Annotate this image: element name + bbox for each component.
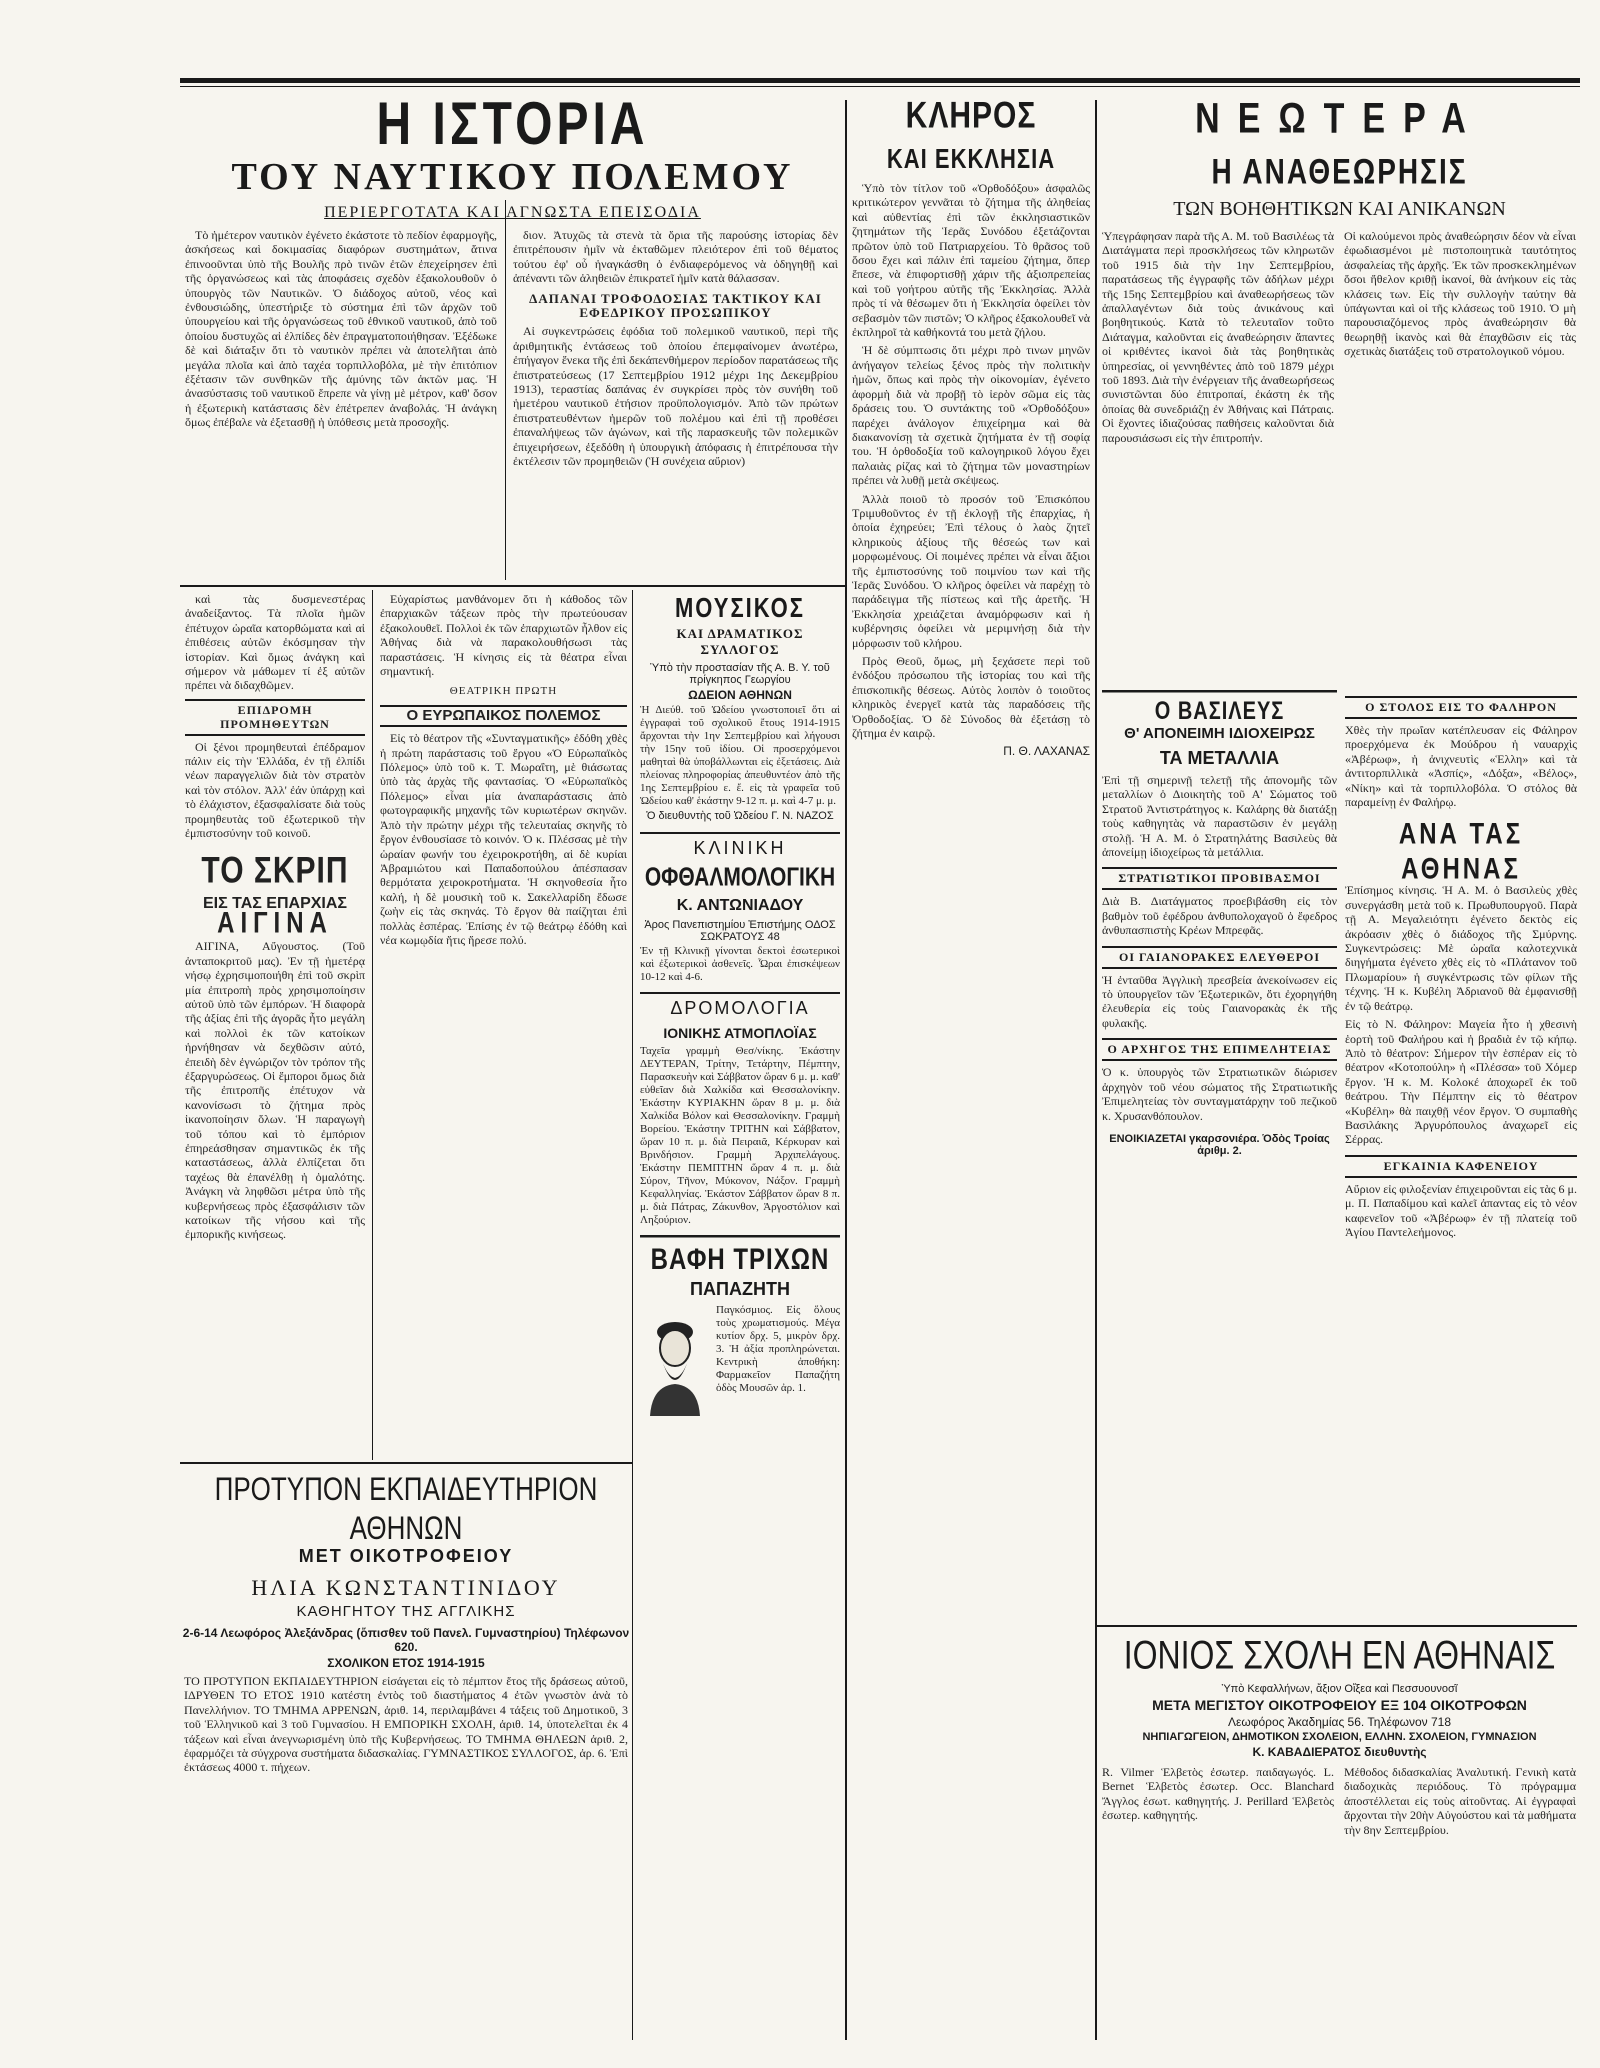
clergy-signature: Π. Θ. ΛΑΧΑΝΑΣ — [1003, 744, 1090, 759]
naval-title: Η ΙΣΤΟΡΙΑ — [376, 95, 649, 158]
athens-headline: ΑΝΑ ΤΑΣ ΑΘΗΝΑΣ — [1398, 817, 1524, 887]
ionian-school-ad — [1102, 1632, 1577, 2037]
clergy-paragraph: Ἡ δὲ σύμπτωσις ὅτι μέχρι πρὸ τινων μηνῶν ἀνήγαγον τελείως ξένος πρὸς τὴν πολιτικὴν ἡμῶν, ὅπως καὶ πρὸς τὴν οἰκονομίαν, ἐγένετο ἀφορμὴ διὰ νὰ προβῇ τὸ ἱερὸν σῶμα εἰς τὰς δράσεις του. Ὁ συντάκτης τοῦ «Ὀρθοδόξου» παρέχει ἀνάλογον ἐπιχείρημα καὶ θὰ διακανονίσῃ τὰ σχετικὰ ζητήματα ἐν τῇ σοφίᾳ του. Ἡ ὀρθοδοξία τοῦ καλογηρικοῦ λόγου ἔχει παλαιὰς ρίζας καὶ τὸ ζήτημα τῶν μοναστηρίων πρέπει νὰ λυθῇ μετὰ σκέψεως. — [852, 343, 1090, 488]
naval-paragraph: Τὸ ἡμέτερον ναυτικὸν ἐγένετο ἐκάστοτε τὸ πεδίον ἐφαρμογῆς, ἀσκήσεως καὶ δοκιμασίας διαφόρων συστημάτων, ἅτινα ἐπινοοῦνται ὑπὸ τῆς Βουλῆς πρὸ τινῶν ἐτῶν ἐπεχείρησεν ἐπὶ τῆς ὀργανώσεως καὶ τὰς ἀποφάσεις σχεδὸν ἐξακολουθοῦν ὁ ὑπουργὸς τῶν Ναυτικῶν. Ὁ διάδοχος αὐτοῦ, νέος καὶ ἐνθουσιώδης, ὑπεστήριξε τὸ σύστημα ἐπὶ τῶν ἀρχῶν τοῦ ὑπουργείου καὶ τῆς ὀργανώσεως τοῦ ἐθνικοῦ ναυτικοῦ, ἀπὸ τοῦ ὁποίου δυστυχῶς αἱ ἐλπίδες δὲν ἐπραγματοποιήθησαν. Ἐξέδωκε δὲ καὶ διάταξιν ὅτι τὸ ναυτικὸν πρέπει νὰ ἀποτελῆται ἀπὸ μεγάλα πλοῖα καὶ ἀπὸ ταχέα τορπιλλοβόλα, μὲ τὴν ἐπιτόπιον ἐξέτασιν τῶν συνθηκῶν τῆς ἀμύνης τῶν ἀκτῶν μας. Ἡ ἀνασύστασις τοῦ ναυτικοῦ ἔπρεπε νὰ γίνῃ μὲ μέτρον, καθ' ὅσον ἡ ἐξωτερικὴ κατάστασις δὲν ἐπέτρεπεν ἀναβολάς. Ἡ ἀνάγκη ὅμως ἐπέβαλε νὰ ἐξετασθῇ ἡ ὑπόθεσις μετὰ προσοχῆς. — [185, 228, 497, 430]
review-text-col1: Ὑπεγράφησαν παρὰ τῆς Α. Μ. τοῦ Βασιλέως τὰ Διατάγματα περὶ προσκλήσεως τῶν κληρωτῶν τοῦ 1915 διὰ τὴν 1ην Σεπτεμβρίου, παρατάσεως τῆς ἐγγραφῆς τῶν ἀδήλων μέχρι τῆς 15ης Σεπτεμβρίου καὶ ἀναθεωρήσεως τῶν ἀπαλλαγέντων διὰ τοὺς ἀνικάνους καὶ βοηθητικούς. Κατὰ τὸ τελευταῖον τοῦτο Διάταγμα, καλοῦνται εἰς ἀναθεώρησιν ἅπαντες οἱ κριθέντες ἱκανοὶ διὰ τὰς βοηθητικὰς ὑπηρεσίας, οἱ γεννηθέντες ἀπὸ τοῦ 1879 μέχρι τοῦ 1893. Διὰ τὴν ἐνέργειαν τῆς ἀναθεωρήσεως συνιστῶνται δύο ἐπιτροπαί, ἐκάστη ἐκ τῆς ὁποίας θὰ συνεδριάζῃ ἐν Ἀθήναις καὶ Πάτραις. Οἱ ἔχοντες ἰδιαζούσας παθήσεις καλοῦνται διὰ παρουσιάσωσι εἰς τὴν ἐπιτροπήν. — [1102, 229, 1334, 445]
ionian-line-2: ΜΕΤΑ ΜΕΓΙΣΤΟΥ ΟΙΚΟΤΡΟΦΕΙΟΥ ΕΞ 104 ΟΙΚΟΤΡΟΦΩΝ — [1152, 1697, 1527, 1713]
masthead-rule-thin — [180, 86, 1580, 87]
middle-column — [640, 592, 840, 2037]
school-year: ΣΧΟΛΙΚΟΝ ΕΤΟΣ 1914-1915 — [327, 1656, 485, 1670]
clinic-address: Ἀρος Πανεπιστημίου Ἐπιστήμης ΟΔΟΣ ΣΩΚΡΑΤΟΥΣ 48 — [644, 919, 836, 943]
school-owner-subtitle: ΚΑΘΗΓΗΤΟΥ ΤΗΣ ΑΓΓΛΙΚΗΣ — [296, 1603, 516, 1620]
naval-continuation: καὶ τὰς δυσμενεστέρας ἀναδείξαντος. Τὰ πλοῖα ἡμῶν ἐπέτυχον ὡραῖα κατορθώματα καὶ αἱ ἐπιθέσεις αὐτῶν ἐκόσμησαν τὴν ἱστορίαν. Καὶ ὅμως ἀνάγκη καὶ σήμερον νὰ μάθωμεν τί ἐξ αὐτῶν πρέπει νὰ διδαχθῶμεν. — [185, 592, 365, 693]
clergy-paragraph: Ὑπὸ τὸν τίτλον τοῦ «Ὀρθοδόξου» ἀσφαλῶς κριτικώτερον γεννᾶται τὸ ζήτημα τῆς ἀληθείας καὶ αὐθεντίας ἐπὶ τῶν ἐκκλησιαστικῶν ζητημάτων τῆς Ἱερᾶς Συνόδου ἐξετάζονται πρῶτον ὑπὸ τοῦ Πατριαρχείου. Τὸ θρᾶσος τοῦ ὅσου ἔχει καὶ πάλιν ἐπὶ ταμείου ζήτημα, ὅπερ ἔπεσε, νὰ ἐπιφορτισθῇ χάριν τῆς ἀξιοπρεπείας καὶ τοῦ γοήτρου αὐτῆς τῆς Ἐκκλησίας. Ἀλλὰ πρὸς τί νὰ θέσωμεν ὅτι ἡ Ἐκκλησία ὀφείλει τὸν σεβασμὸν τῶν πιστῶν; Ὁ κλῆρος ἐξακολουθεῖ νὰ ἐκπληροῖ τὰ καθήκοντά του μετὰ ζήλου. — [852, 181, 1090, 340]
clergy-paragraph: Πρὸς Θεοῦ, ὅμως, μὴ ξεχάσετε περὶ τοῦ ἐνδόξου πρόσωπου τῆς ἱστορίας του καὶ τῆς ἐπισκοπικῆς θέσεως. Αὐτὸς λοιπὸν ὁ τοιοῦτος κληρικὸς ἐνεργεῖ κατὰ τὰς παραδόσεις τῆς Ὀρθοδοξίας. Ὁ δὲ Σύνοδος θὰ ἐξετάσῃ τὸ ζήτημα ἐν καιρῷ. — [852, 654, 1090, 741]
fleet-text: Χθὲς τὴν πρωΐαν κατέπλευσαν εἰς Φάληρον προερχόμενα ἐκ Μούδρου ἡ ναυαρχὶς «Ἀβέρωφ», ἡ ἀνιχνευτὶς «Ἑλλη» καὶ τὰ ἀντιτορπιλλικὰ «Ἀσπίς», «Δόξα», «Βέλος», «Νίκη» καὶ τὰ τορπιλλοβόλα. Ὁ στόλος θὰ παραμείνῃ ἐν Φαλήρῳ. — [1345, 723, 1577, 810]
police-headline: Ο ΑΡΧΗΓΟΣ ΤΗΣ ΕΠΙΜΕΛΗΤΕΙΑΣ — [1102, 1038, 1337, 1061]
column-divider — [372, 590, 373, 1460]
masthead-rule — [180, 78, 1580, 83]
school-text: ΤΟ ΠΡΟΤΥΠΟΝ ΕΚΠΑΙΔΕΥΤΗΡΙΟΝ εἰσάγεται εἰς τὸ πέμπτον ἔτος τῆς δράσεως αὐτοῦ, ΙΔΡΥΘΕΝ ΤΟ ΕΤΟΣ 1910 κατέστη ἐντὸς τοῦ διαστήματος 4 ἐτῶν γνωστὸν ἀνὰ τὸ Πανελλήνιον. ΤΟ ΤΜΗΜΑ ΑΡΡΕΝΩΝ, ἀριθ. 14, περιλαμβάνει 4 τάξεις τοῦ Δημοτικοῦ, 3 τοῦ Ἑλληνικοῦ καὶ 3 τοῦ Γυμνασίου. Η ΕΜΠΟΡΙΚΗ ΣΧΟΛΗ, ἀριθ. 14, ὑποτελεῖται ἐκ 4 τάξεων καὶ εἶναι ἀνεγνωρισμένη ὑπὸ τῆς Κυβερνήσεως. ΤΟ ΤΜΗΜΑ ΘΗΛΕΩΝ ἀριθ. 2, ἐφαρμόζει τὰ σύγχρονα συστήματα διδασκαλίας. ΓΥΜΝΑΣΤΙΚΟΣ ΣΥΛΛΟΓΟΣ, ἀρ. 6. Ἐπὶ ἐκτάσεως 4000 τ. πήχεων. — [184, 1674, 628, 1775]
school-ad — [180, 1470, 632, 2040]
war-headline: Ο ΕΥΡΩΠΑΙΚΟΣ ΠΟΛΕΜΟΣ — [380, 705, 627, 727]
army-headline: ΣΤΡΑΤΙΩΤΙΚΟΙ ΠΡΟΒΙΒΑΣΜΟΙ — [1102, 867, 1337, 890]
music-subheadline: ΚΑΙ ΔΡΑΜΑΤΙΚΟΣ ΣΥΛΛΟΓΟΣ — [676, 626, 804, 657]
scrip-headline: ΤΟ ΣΚΡΙΠ — [201, 849, 349, 891]
naval-kicker: ΠΕΡΙΕΡΓΟΤΑΤΑ ΚΑΙ ΑΓΝΩΣΤΑ ΕΠΕΙΣΟΔΙΑ — [324, 204, 701, 221]
war-paragraph: Εἰς τὸ θέατρον τῆς «Συνταγματικῆς» ἐδόθη χθὲς ἡ πρώτη παράστασις τοῦ ἔργου «Ὁ Εὐρωπαϊκὸς Πόλεμος» ὑπὸ τοῦ κ. Τ. Μωραΐτη, μὲ θιάσωτας ὑπὸ τὰς ἀρχὰς τῆς φαντασίας. Ὁ «Εὐρωπαϊκὸς Πόλεμος» εἶναι μία ἀναπαράστασις ἀπὸ φωτογραφικῆς μηχανῆς τῶν κυριωτέρων σκηνῶν. Ἀπὸ τὴν πρώτην μέχρι τῆς τελευταίας σκηνῆς τὸ ἔργον ἐνθουσίασε τὸ κοινόν. Ὁ κ. Πλέσσας μὲ τὴν ὡραίαν φωνήν του ἐχειροκροτήθη, αἱ δὲ κυρίαι Ἀβραμιώτου καὶ Παπαδοπούλου ἀπέσπασαν θερμότατα χειροκροτήματα. Ἡ σκηνοθεσία ἦτο καλή, ἡ δὲ μουσικὴ τοῦ κ. Σακελλαρίδη ἔδωσε ζωὴν εἰς τὰς σκηνάς. Τὸ ἔργον θὰ παίζηται ἐπὶ πολλὰς ἑσπέρας. Ἐπίσης ἐν τῷ θεάτρῳ ἐδόθη καὶ νέα κωμῳδία ἥτις ἤρεσε πολύ. — [380, 731, 627, 947]
cafe-text: Αὔριον εἰς φιλοξενίαν ἐπιχειροῦνται εἰς τὰς 6 μ. μ. Π. Παπαδίμου καὶ καλεῖ ἀπαντας εἰς τὸ νέον καφενεῖον τοῦ «Ἀβέρωφ» ἐν τῇ πλατείᾳ τοῦ Ἁγίου Παντελεήμονος. — [1345, 1181, 1577, 1239]
naval-column-1 — [185, 228, 497, 580]
column-divider — [845, 100, 847, 2040]
athens-text-2: Εἰς τὸ Ν. Φάληρον: Μαγεία ἦτο ἡ χθεσινὴ ἑορτὴ τοῦ Φαλήρου καὶ ἡ βραδιὰ ἐν τῷ κήπῳ. Ἀπὸ τὸ θέατρον: Σήμερον τὴν ἑσπέραν εἰς τὸ θέατρον «Κοτοπούλη» ἡ «Πλέσσα» τοῦ Χόμερ ἔργον. Ἡ κ. Μ. Κολοκέ ἀποχωρεῖ ἐκ τοῦ θεάτρου. Τὴν Πέμπτην εἰς τὸ θέατρον «Κυβέλη» θὰ παιχθῇ νέον ἔργον. Ὁ συμπαθὴς Βασιλάκης Ἀργυρόπουλος ἀναχωρεῖ εἰς Σέρρας. — [1345, 1017, 1577, 1147]
naval-headline-block — [180, 95, 845, 205]
police-text: Ὁ κ. ὑπουργὸς τῶν Στρατιωτικῶν διώρισεν ἀρχηγὸν τοῦ νέου σώματος τῆς Στρατιωτικῆς Ἐπιμελητείας τὸν συνταγματάρχην τοῦ πεζικοῦ κ. Χρυσανθόπουλον. — [1102, 1065, 1337, 1123]
ionian-line-4: ΝΗΠΙΑΓΩΓΕΙΟΝ, ΔΗΜΟΤΙΚΟΝ ΣΧΟΛΕΙΟΝ, ΕΛΛΗΝ. ΣΧΟΛΕΙΟΝ, ΓΥΜΝΑΣΙΟΝ — [1142, 1731, 1537, 1743]
ionian-headline: ΙΟΝΙΟΣ ΣΧΟΛΗ ΕΝ ΑΘΗΝΑΙΣ — [1123, 1632, 1556, 1677]
naval-kicker-block — [180, 200, 845, 226]
school-title: ΠΡΟΤΥΠΟΝ ΕΚΠΑΙΔΕΥΤΗΡΙΟΝ ΑΘΗΝΩΝ — [214, 1470, 598, 1547]
left-lower-column — [185, 592, 365, 1457]
music-headline: ΜΟΥΣΙΚΟΣ — [674, 592, 805, 624]
review-subheadline: ΤΩΝ ΒΟΗΘΗΤΙΚΩΝ ΚΑΙ ΑΝΙΚΑΝΩΝ — [1173, 198, 1506, 220]
news-headline: ΝΕΩΤΕΡΑ — [1195, 95, 1484, 143]
school-address: 2-6-14 Λεωφόρος Ἀλεξάνδρας (ὄπισθεν τοῦ Πανελ. Γυμναστηρίου) Τηλέφωνον 620. — [182, 1626, 630, 1654]
king-subheadline: Θ' ΑΠΟΝΕΙΜΗ ΙΔΙΟΧΕΙΡΩΣ — [1124, 725, 1315, 742]
news-lower-right — [1345, 690, 1577, 1620]
clergy-subheadline: ΚΑΙ ΕΚΚΛΗΣΙΑ — [886, 143, 1056, 175]
news-lower-left — [1102, 690, 1337, 1620]
naval-subhead: ΔΑΠΑΝΑΙ ΤΡΟΦΟΔΟΣΙΑΣ ΤΑΚΤΙΚΟΥ ΚΑΙ ΕΦΕΔΡΙΚΟΥ ΠΡΟΣΩΠΙΚΟΥ — [529, 290, 822, 321]
ionian-line-1: Ὑπὸ Κεφαλλήνων, ἄξιον Οἴξεα καὶ Πεσσυουνοσῖ — [1221, 1683, 1458, 1695]
naval-paragraph: Αἱ συγκεντρώσεις ἐφόδια τοῦ πολεμικοῦ ναυτικοῦ, περὶ τῆς ἀριθμητικῆς ἐντάσεως τοῦ ὁποίου ἐπεμφαίνομεν ἀνωτέρω, ἐπήγαγον ἕνεκα τῆς ἐπὶ δεκάπενθήμερον περίοδον παρατάσεως τῆς ἐπιστρατεύσεως (17 Σεπτεμβρίου 1912 μέχρι 1ης Δεκεμβρίου 1913), τεραστίας δαπάνας ἐν συγκρίσει πρὸς τὸν συνήθη τοῦ ἡμετέρου ναυτικοῦ ἐτήσιον προϋπολογισμόν. Ἀπὸ τῶν πρώτων ἐπιστρατευθέντων ἡμερῶν τοῦ πολέμου καὶ ἐπὶ τῇ προθέσει ἐπαναλήψεως τῶν ἀγώνων, καὶ τῆς παρασκευῆς τῶν πολεμικῶν ἐπιχειρήσεων, ἐξεδόθη ἡ ὑπουργικὴ ἀπόφασις ἡ ἐπιτρέπουσα τὴν ἐκτέλεσιν τῶν προμηθειῶν (Ἡ συνέχεια αὔριον) — [513, 324, 838, 469]
hair-text: Παγκόσμιος. Εἰς ὅλους τοὺς χρωματισμούς. Μέγα κυτίον δρχ. 5, μικρὸν δρχ. 3. Ἡ ἀξία προπληρώνεται. Κεντρικὴ ἀποθήκη: Φαρμακεῖον Παπαζήτη ὁδὸς Μουσῶν ἀρ. 1. — [716, 1304, 840, 1394]
column-divider — [632, 590, 633, 2040]
king-text: Ἐπὶ τῇ σημερινῇ τελετῇ τῆς ἀπονομῆς τῶν μεταλλίων ὁ Διοικητὴς τοῦ Α' Σώματος τοῦ Στρατοῦ Ἀντιστράτηγος κ. Καλάρης θὰ διατάξῃ τοὺς καθηγητὰς νὰ παραστῶσιν ἐν μεγάλῃ στολῇ. Ἡ Α. Μ. ὁ Στρατηλάτης Βασιλεὺς θὰ ἀπονείμῃ ἰδιοχείρως τὰ μετάλλια. — [1102, 773, 1337, 860]
portrait-illustration — [640, 1306, 710, 1416]
ionian-method: Μέθοδος διδασκαλίας Ἀναλυτική. Γενικὴ κατὰ διαδοχικὰς περιόδους. Τὸ πρόγραμμα ἀποστέλλεται εἰς τοὺς αἰτοῦντας. Αἱ ἐγγραφαὶ ἄρχονται τὴν 20ὴν Αὐγούστου καὶ τὰ μαθήματα τὴν 8ην Σεπτεμβρίου. — [1344, 1765, 1576, 1837]
review-text-col2: Οἱ καλούμενοι πρὸς ἀναθεώρησιν δέον νὰ εἶναι ἐφωδιασμένοι μὲ πιστοποιητικὰ ταυτότητος ἀσφαλείας τῆς ἀρχῆς. Ἐκ τῶν προσκεκλημένων ὅσοι ἤθελον κριθῇ ἱκανοί, θὰ ἀνήκουν εἰς τὰς κλάσεις των. Εἰς τὴν συλλογὴν ταύτην θὰ ὑπάγωνται καὶ οἱ τῆς κλάσεως τοῦ 1910. Ὁ μὴ παρουσιαζόμενος πρὸς ἀναθεώρησιν θὰ θεωρηθῇ ἱκανὸς καὶ θὰ ἐπαχθῶσιν εἰς τὰς σχετικὰς διατάξεις τοῦ στρατολογικοῦ νόμου. — [1344, 229, 1576, 359]
army-text: Διὰ Β. Διατάγματος προεβιβάσθη εἰς τὸν βαθμὸν τοῦ ἐφέδρου ἀνθυπολοχαγοῦ ὁ ἔφεδρος ἀνθυπασπιστὴς Κρέων Μπρεφᾶς. — [1102, 894, 1337, 938]
music-patron: Ὑπὸ τὴν προστασίαν τῆς Α. Β. Υ. τοῦ πρίγκηπος Γεωργίου — [650, 662, 830, 686]
hair-headline: ΒΑΦΗ ΤΡΙΧΩΝ — [640, 1235, 840, 1278]
galanorakes-text: Ἡ ἐνταῦθα Ἀγγλικὴ πρεσβεία ἀνεκοίνωσεν εἰς τὸ ὑπουργεῖον τῶν Ἐξωτερικῶν, ὅτι ἐχορηγήθη ἐλευθερία εἰς τοὺς Γαιανορακὰς ἐκ τῆς φυλακῆς. — [1102, 972, 1337, 1030]
clinic-headline: ΚΛΙΝΙΚΗ — [640, 832, 840, 859]
hair-subheadline: ΠΑΠΑΖΗΤΗ — [690, 1279, 790, 1299]
galanorakes-headline: ΟΙ ΓΑΙΑΝΟΡΑΚΕΣ ΕΛΕΥΘΕΡΟΙ — [1102, 946, 1337, 969]
king-headline: Ο ΒΑΣΙΛΕΥΣ — [1102, 690, 1337, 726]
review-headline: Η ΑΝΑΘΕΩΡΗΣΙΣ — [1211, 152, 1468, 191]
athens-text: Ἐπίσημος κίνησις. Ἡ Α. Μ. ὁ Βασιλεὺς χθὲς συνεργάσθη μετὰ τοῦ κ. Πρωθυπουργοῦ. Παρὰ τῇ Α. Μεγαλειότητι ἐγένετο δεκτὸς εἰς ἀκρόασιν χθὲς ὁ διάδοχος τῆς Σμύρνης. Συγκεντρώσεις: Μὲ ὡραῖα καλοτεχνικὰ διηγήματα ἐγένετο χθὲς εἰς τὸ «Πλάτανον τοῦ Πλωμαρίου» ἡ συγκέντρωσις τῶν φίλων τῆς τέχνης. Ἡ κ. Κυβέλη Ἀδριανοῦ θὰ ἐμφανισθῇ ἐν τῷ θεάτρῳ. — [1345, 883, 1577, 1013]
naval-column-2 — [513, 228, 838, 580]
raid-headline: ΕΠΙΔΡΟΜΗ ΠΡΟΜΗΘΕΥΤΩΝ — [185, 699, 365, 736]
clergy-column — [852, 95, 1090, 2035]
ionian-teachers: R. Vilmer Ἑλβετὸς ἐσωτερ. παιδαγωγός. L. Bernet Ἑλβετὸς ἐσωτερ. Occ. Blanchard Ἄγγλος ἐσωτ. καθηγητής. J. Perillard Ἑλβετὸς ἐσωτερ. καθηγητής. — [1102, 1765, 1334, 1823]
ships-subheadline: ΙΟΝΙΚΗΣ ΑΤΜΟΠΛΟΪΑΣ — [663, 1025, 817, 1041]
music-signature: Ὁ διευθυντὴς τοῦ Ὠδείου Γ. Ν. ΝΑΖΟΣ — [646, 810, 834, 822]
music-odeion: ΩΔΕΙΟΝ ΑΘΗΝΩΝ — [688, 688, 792, 702]
king-subheadline-2: ΤΑ ΜΕΤΑΛΛΙΑ — [1159, 748, 1280, 768]
fleet-headline: Ο ΣΤΟΛΟΣ ΕΙΣ ΤΟ ΦΑΛΗΡΟΝ — [1345, 696, 1577, 719]
column-divider — [1095, 100, 1097, 2040]
school-subtitle: ΜΕΤ ΟΙΚΟΤΡΟΦΕΙΟΥ — [298, 1546, 514, 1566]
news-top — [1102, 95, 1577, 715]
section-divider — [180, 585, 845, 587]
ships-text: Ταχεῖα γραμμὴ Θεσ/νίκης. Ἑκάστην ΔΕΥΤΕΡΑΝ, Τρίτην, Τετάρτην, Πέμπτην, Παρασκευὴν καὶ Σάββατον ὥραν 6 μ. μ. καθ' εὐθεῖαν διὰ Χαλκίδα καὶ Θεσσαλονίκην. Ἑκάστην ΚΥΡΙΑΚΗΝ ὥραν 8 μ. μ. διὰ Χαλκίδα Βόλον καὶ Θεσσαλονίκην. Γραμμὴ Βορείου. Ἑκάστην ΤΡΙΤΗΝ καὶ Σάββατον, ὥραν 10 π. μ. διὰ Πειραιᾶ, Κέρκυραν καὶ Βρινδήσιον. Γραμμὴ Ἀρχιπελάγους. Ἑκάστην ΠΕΜΠΤΗΝ ὥραν 4 π. μ. διὰ Σύρον, Τῆνον, Μύκονον, Νάξον. Γραμμὴ Κεφαλληνίας. Ἑκάστον Σάββατον ὥραν 8 π. μ. διὰ Πάτρας, Ζάκυνθον, Ἀργοστόλιον καὶ Ληξούριον. — [640, 1045, 840, 1226]
clinic-text: Ἐν τῇ Κλινικῇ γίνονται δεκτοὶ ἐσωτερικοὶ καὶ ἐξωτερικοὶ ἀσθενεῖς. Ὧραι ἐπισκέψεων 10-12 καὶ 4-6. — [640, 945, 840, 983]
naval-subtitle: ΤΟΥ ΝΑΥΤΙΚΟΥ ΠΟΛΕΜΟΥ — [231, 156, 794, 198]
naval-paragraph: διον. Ἀτυχῶς τὰ στενὰ τὰ ὅρια τῆς παρούσης ἱστορίας δὲν ἐπιτρέπουσιν ἡμῖν νὰ ἐκταθῶμεν πλειότερον ἐπὶ τοῦ θέματος τούτου ἐφ' οὗ ἠναγκάσθη ὁ ἐνδιαφερόμενος νὰ ὁδηγηθῇ καὶ ἀπέναντι τῶν ἀληθειῶν ἐπικρατεῖ ἡμῖν κατὰ θάλασσαν. — [513, 228, 838, 286]
scrip-subheadline: ΕΙΣ ΤΑΣ ΕΠΑΡΧΙΑΣ — [202, 894, 348, 912]
aegina-paragraph: ΑΙΓΙΝΑ, Αὔγουστος. (Τοῦ ἀνταποκριτοῦ μας). Ἐν τῇ ἡμετέρᾳ νήσῳ ἐχρησιμοποιήθη ἐπὶ τοῦ σκρὶπ μία ἐπιτροπὴ πρὸς χρησιμοποίησιν αὐτοῦ ὑπὸ τῶν ἐμπόρων. Ἡ διαφορὰ τῆς ἀξίας ἐπὶ τῆς ἀγορᾶς ἦτο μεγάλη καὶ πολλοὶ ἐκ τῶν κατοίκων ἠρνήθησαν νὰ δεχθῶσιν αὐτό, ἐπειδὴ δὲν ἐγνώριζον τὸν τρόπον τῆς ἐξαργυρώσεως. Οἱ ἔμποροι ὅμως διὰ τῆς ἐπιτροπῆς ἐπέτυχον νὰ κανονίσωσι τὸ ζήτημα πρὸς ἱκανοποίησιν ὅλων. Ἡ παραγωγὴ τοῦ τόπου καὶ τὸ ἐμπόριον ἐπηρεάσθησαν σημαντικῶς ἐκ τῆς καταστάσεως, ἀλλὰ ἐλπίζεται ὅτι ταχέως θὰ ἐπανέλθῃ ἡ ὁμαλότης. Ἀνάγκη νὰ ληφθῶσι μέτρα ὑπὸ τῆς κυβερνήσεως πρὸς ἐξασφάλισιν τῶν κατοίκων τῆς νήσου καὶ τῆς ἐμπορικῆς κινήσεως. — [185, 939, 365, 1242]
ionian-line-5: Κ. ΚΑΒΑΔΙΕΡΑΤΟΣ διευθυντὴς — [1252, 1745, 1427, 1759]
clinic-subheadline: ΟΦΘΑΛΜΟΛΟΓΙΚΗ — [644, 863, 836, 892]
ionian-line-3: Λεωφόρος Ἀκαδημίας 56. Τηλέφωνον 718 — [1227, 1715, 1452, 1729]
section-divider — [1097, 1625, 1577, 1627]
theatre-headline: ΘΕΑΤΡΙΚΗ ΠΡΩΤΗ — [449, 685, 558, 698]
clergy-text — [852, 181, 1090, 740]
music-text: Ἡ Διεύθ. τοῦ Ὠδείου γνωστοποιεῖ ὅτι αἱ ἐγγραφαὶ τοῦ σχολικοῦ ἔτους 1914-1915 ἄρχονται τὴν 1ην Σεπτεμβρίου καὶ λήγουσι τὴν 15ην τοῦ ἰδίου. Οἱ προσερχόμενοι μαθηταὶ θὰ ὑποβάλλωνται εἰς ἐξετάσεις. Διὰ πλείονας πληροφορίας ἀπευθυντέον ἀπὸ τῆς 1ης Σεπτεμβρίου ε. ἔ. εἰς τὰ γραφεῖα τοῦ Ὠδείου καθ' ἑκάστην 9-12 π. μ. καὶ 4-7 μ. μ. — [640, 704, 840, 807]
middle-left-column — [380, 592, 627, 1457]
clinic-doctor: Κ. ΑΝΤΩΝΙΑΔΟΥ — [676, 897, 804, 914]
raid-paragraph: Οἱ ξένοι προμηθευταὶ ἐπέδραμον πάλιν εἰς τὴν Ἑλλάδα, ἐν τῇ ἐλπίδι νέων παραγγελιῶν διὰ τὸν στρατὸν καὶ τὸν στόλον. Ἀλλ' ἐάν ὑπάρχῃ καὶ τὸ ἐλάχιστον, ἐξασφαλίσατε διὰ τοὺς προμηθευτὰς τοῦ ἐξωτερικοῦ τὴν ἐμπιστοσύνην τοῦ κοινοῦ. — [185, 739, 365, 841]
rent-notice: ΕΝΟΙΚΙΑΖΕΤΑΙ γκαρσονιέρα. Ὁδὸς Τροίας ἀριθμ. 2. — [1109, 1132, 1330, 1157]
clergy-paragraph: Ἀλλὰ ποιοῦ τὸ προσόν τοῦ Ἐπισκόπου Τριμυθοῦντος ἐν τῇ ἐκλογῇ τῆς ἐπαρχίας, ἡ ὁποία ἐχηρεύει; Ἐπὶ τέλους ὁ λαὸς ζητεῖ κληρικοὺς ἀξίους τῆς θέσεώς των καὶ μορφωμένους. Οἱ ποιμένες πρέπει νὰ εἶναι ἄξιοι τῆς ἐμπιστοσύνης τοῦ ποιμνίου των καὶ τῆς Ἱερᾶς Συνόδου. Ὁ κλῆρος ὀφείλει νὰ παρέχῃ τὸ παράδειγμα τῆς πίστεως καὶ τῆς ἀρετῆς. Ἡ Ἐκκλησία χρειάζεται ἀναμόρφωσιν καὶ ἡ κυβέρνησις ὀφείλει νὰ μεριμνήσῃ διὰ τὴν μόρφωσιν τοῦ κλήρου. — [852, 491, 1090, 650]
section-divider — [180, 1462, 632, 1464]
column-divider — [505, 200, 506, 580]
middle-paragraph: Εὐχαρίστως μανθάνομεν ὅτι ἡ κάθοδος τῶν ἐπαρχιακῶν τάξεων πρὸς τὴν πρωτεύουσαν ἐξακολουθεῖ. Πολλοὶ ἐκ τῶν ἐπαρχιωτῶν ἦλθον εἰς Ἀθήνας διὰ νὰ παρακολουθήσωσι τὰς παραστάσεις. Ἡ κίνησις εἰς τὰ θέατρα εἶναι σημαντική. — [380, 592, 627, 679]
cafe-headline: ΕΓΚΑΙΝΙΑ ΚΑΦΕΝΕΙΟΥ — [1345, 1155, 1577, 1178]
aegina-headline: ΑΙΓΙΝΑ — [217, 906, 333, 940]
school-owner: ΗΛΙΑ ΚΩΝΣΤΑΝΤΙΝΙΔΟΥ — [251, 1575, 561, 1600]
clergy-headline: ΚΛΗΡΟΣ — [905, 95, 1037, 137]
ships-headline: ΔΡΟΜΟΛΟΓΙΑ — [640, 992, 840, 1019]
